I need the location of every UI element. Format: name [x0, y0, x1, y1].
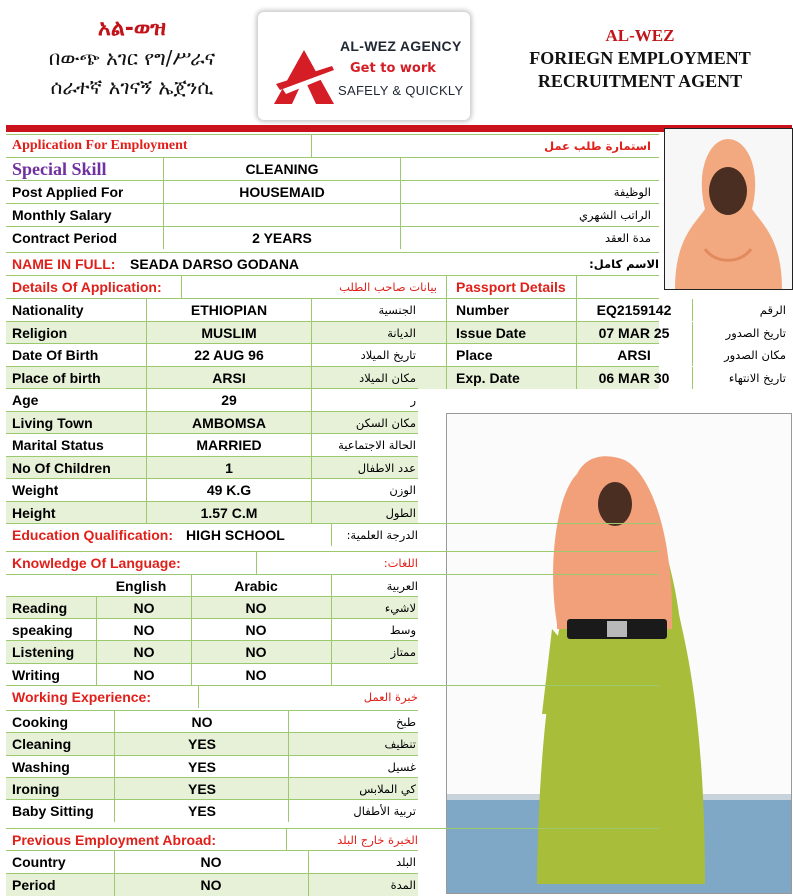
experience-value: YES	[187, 736, 216, 753]
personal-value: MUSLIM	[201, 324, 257, 341]
cell-divider	[146, 502, 147, 524]
full-name-label: NAME IN FULL:	[12, 256, 116, 272]
personal-arabic: الطول	[385, 505, 416, 520]
salary-arabic: الراتب الشهري	[579, 208, 651, 222]
arabic-level: NO	[245, 666, 267, 683]
passport-arabic: تاريخ الانتهاء	[728, 370, 786, 385]
personal-label: No Of Children	[12, 459, 111, 476]
form-title-row	[6, 134, 659, 157]
cell-divider	[311, 457, 312, 479]
post-row	[6, 180, 659, 203]
personal-value: 1.57 C.M	[200, 504, 258, 521]
experience-row	[6, 710, 418, 733]
passport-label: Place	[456, 347, 493, 363]
logo-tagline-2: SAFELY & QUICKLY	[338, 83, 464, 98]
cell-divider	[331, 619, 332, 641]
personal-value: ETHIOPIAN	[190, 302, 268, 318]
contract-arabic: مدة العقد	[605, 231, 651, 245]
personal-value: AMBOMSA	[192, 414, 266, 431]
personal-row	[6, 298, 786, 321]
passport-value: 06 MAR 30	[598, 369, 670, 386]
english-line-2: FORIEGN EMPLOYMENT	[529, 48, 751, 68]
language-row	[6, 640, 418, 663]
cell-divider	[114, 778, 115, 800]
english-level: NO	[133, 622, 155, 639]
cell-divider	[576, 344, 577, 366]
personal-row	[6, 433, 418, 456]
cell-divider	[288, 756, 289, 778]
language-skill-label: Writing	[12, 666, 60, 683]
passport-details-label: Passport Details	[456, 279, 566, 295]
cell-divider	[576, 299, 577, 321]
contract-row	[6, 226, 659, 249]
salary-label: Monthly Salary	[12, 207, 112, 223]
logo-agency-name: AL-WEZ AGENCY	[340, 38, 462, 54]
passport-label: Exp. Date	[456, 369, 520, 386]
personal-label: Height	[12, 504, 56, 521]
experience-header-row	[6, 685, 659, 708]
personal-arabic: الحالة الاجتماعية	[338, 438, 416, 452]
cell-divider	[311, 299, 312, 321]
cell-divider	[308, 851, 309, 873]
arabic-column-arabic: العربية	[386, 579, 418, 593]
previous-label: Country	[12, 854, 66, 870]
previous-label: Period	[12, 876, 56, 893]
education-value: HIGH SCHOOL	[186, 527, 285, 543]
language-header-row	[6, 551, 659, 574]
language-row	[6, 663, 418, 686]
experience-label: Baby Sitting	[12, 803, 94, 820]
education-row	[6, 523, 659, 546]
experience-row	[6, 799, 418, 822]
airplane-logo-icon	[272, 48, 336, 106]
cell-divider	[311, 502, 312, 524]
cell-divider	[576, 367, 577, 389]
experience-value: YES	[187, 758, 216, 775]
experience-arabic: خبرة العمل	[363, 690, 418, 704]
cell-divider	[146, 322, 147, 344]
cell-divider	[288, 800, 289, 822]
logo-tagline-1: Get to work	[350, 61, 436, 76]
personal-label: Nationality	[12, 302, 84, 318]
post-arabic: الوظيفة	[613, 185, 651, 199]
personal-value: ARSI	[212, 369, 246, 386]
special-skill-label: Special Skill	[12, 159, 107, 179]
passport-photo	[664, 128, 793, 290]
personal-label: Date Of Birth	[12, 347, 99, 363]
english-level: NO	[133, 666, 155, 683]
language-skill-arabic: ممتاز	[390, 645, 416, 660]
contract-value: 2 YEARS	[252, 230, 312, 246]
salary-value	[166, 204, 398, 226]
amharic-agency-name	[12, 16, 252, 102]
arabic-level: NO	[245, 644, 267, 661]
personal-arabic: الجنسية	[378, 303, 416, 317]
education-label: Education Qualification:	[12, 527, 174, 543]
cell-divider	[114, 800, 115, 822]
full-name-value: SEADA DARSO GODANA	[130, 256, 300, 272]
cell-divider	[446, 299, 447, 321]
personal-value: 49 K.G	[206, 482, 252, 498]
personal-row	[6, 501, 418, 524]
cell-divider	[311, 322, 312, 344]
post-label: Post Applied For	[12, 184, 124, 200]
experience-arabic: طبخ	[395, 715, 416, 729]
full-name-row	[6, 252, 659, 275]
cell-divider	[692, 299, 693, 321]
amharic-title: አል-ወዝ	[97, 16, 167, 41]
form-title-arabic: استمارة طلب عمل	[544, 139, 651, 153]
cell-divider	[446, 367, 447, 389]
special-skill-value: CLEANING	[245, 161, 319, 177]
details-header-row	[6, 275, 659, 298]
experience-arabic: تربية الأطفال	[353, 804, 416, 819]
cell-divider	[191, 664, 192, 686]
cell-divider	[191, 597, 192, 619]
personal-value: 22 AUG 96	[194, 347, 264, 363]
cell-divider	[331, 597, 332, 619]
cell-divider	[146, 412, 147, 434]
cell-divider	[446, 344, 447, 366]
experience-label: Ironing	[12, 780, 60, 797]
experience-label: Cleaning	[12, 736, 72, 753]
arabic-level: NO	[245, 622, 267, 639]
personal-label: Living Town	[12, 414, 93, 431]
passport-label: Issue Date	[456, 324, 527, 341]
portrait-image-icon	[665, 129, 792, 289]
cell-divider	[331, 641, 332, 663]
cell-divider	[692, 367, 693, 389]
agency-logo	[258, 12, 470, 120]
personal-arabic: عدد الاطفال	[357, 460, 416, 475]
previous-label: Previous Employment Abroad:	[12, 832, 217, 848]
experience-arabic: غسيل	[387, 759, 416, 774]
passport-label: Number	[456, 302, 509, 318]
experience-row	[6, 732, 418, 755]
personal-value: 1	[225, 459, 233, 476]
previous-value: NO	[200, 854, 222, 870]
personal-label: Marital Status	[12, 437, 104, 453]
personal-row	[6, 321, 786, 344]
arabic-level: NO	[245, 600, 267, 616]
details-label: Details Of Application:	[12, 279, 162, 295]
personal-row	[6, 456, 418, 479]
experience-value: YES	[187, 780, 216, 797]
details-arabic: بيانات صاحب الطلب	[339, 280, 437, 294]
cell-divider	[96, 664, 97, 686]
experience-value: NO	[191, 714, 213, 730]
cell-divider	[114, 756, 115, 778]
english-level: NO	[133, 600, 155, 616]
cell-divider	[311, 434, 312, 456]
english-line-3: RECRUITMENT AGENT	[537, 71, 743, 91]
passport-arabic: تاريخ الصدور	[725, 325, 786, 340]
language-label: Knowledge Of Language:	[12, 555, 181, 571]
previous-row	[6, 850, 418, 873]
application-form	[6, 134, 786, 893]
personal-arabic: مكان السكن	[355, 415, 416, 430]
previous-arabic: الخبرة خارج البلد	[337, 833, 418, 847]
cell-divider	[146, 479, 147, 501]
language-row	[6, 618, 418, 641]
experience-label: Cooking	[12, 714, 68, 730]
previous-arabic: المدة	[390, 877, 416, 892]
cell-divider	[96, 597, 97, 619]
amharic-line-3: ሰራተኛ አገናኝ ኤጀንሲ	[50, 75, 214, 99]
cell-divider	[576, 322, 577, 344]
cell-divider	[146, 389, 147, 411]
cell-divider	[191, 641, 192, 663]
cell-divider	[96, 641, 97, 663]
experience-value: YES	[187, 803, 216, 820]
language-skill-label: speaking	[12, 622, 73, 639]
language-columns-row	[6, 574, 659, 597]
cell-divider	[311, 412, 312, 434]
experience-row	[6, 777, 418, 800]
personal-row	[6, 366, 786, 389]
personal-arabic: تاريخ الميلاد	[360, 348, 416, 362]
cell-divider	[288, 711, 289, 733]
cell-divider	[311, 344, 312, 366]
personal-arabic: الديانة	[387, 325, 416, 340]
cell-divider	[191, 619, 192, 641]
cell-divider	[146, 299, 147, 321]
personal-label: Religion	[12, 324, 68, 341]
full-name-arabic: الاسم كامل:	[589, 257, 659, 271]
post-value: HOUSEMAID	[239, 184, 325, 200]
language-row	[6, 596, 418, 619]
cell-divider	[114, 733, 115, 755]
cell-divider	[311, 479, 312, 501]
special-skill-row	[6, 157, 659, 180]
personal-arabic: مكان الميلاد	[359, 370, 416, 385]
experience-row	[6, 755, 418, 778]
personal-row	[6, 388, 418, 411]
experience-label: Washing	[12, 758, 70, 775]
previous-arabic: البلد	[395, 855, 416, 869]
cell-divider	[96, 619, 97, 641]
cell-divider	[308, 874, 309, 896]
personal-row	[6, 478, 418, 501]
cell-divider	[288, 778, 289, 800]
language-skill-arabic: لاشيء	[384, 601, 416, 615]
previous-row	[6, 873, 418, 896]
language-skill-arabic: وسط	[389, 623, 416, 638]
personal-row	[6, 343, 786, 366]
cell-divider	[146, 457, 147, 479]
experience-label: Working Experience:	[12, 689, 152, 705]
cell-divider	[311, 389, 312, 411]
personal-value: MARRIED	[196, 437, 262, 453]
previous-header-row	[6, 828, 659, 851]
personal-label: Weight	[12, 482, 59, 498]
amharic-line-2: በውጭ አገር የግ/ሥራና	[48, 46, 216, 70]
arabic-column-header: Arabic	[234, 578, 278, 594]
salary-row	[6, 203, 659, 226]
passport-arabic: مكان الصدور	[724, 348, 786, 362]
english-agency-name	[510, 26, 770, 92]
cell-divider	[146, 434, 147, 456]
personal-arabic: ر	[410, 393, 416, 407]
personal-value: 29	[221, 392, 237, 408]
experience-arabic: كي الملابس	[359, 781, 416, 796]
passport-arabic: الرقم	[759, 303, 786, 317]
cell-divider	[331, 664, 332, 686]
cell-divider	[288, 733, 289, 755]
previous-value: NO	[200, 876, 222, 893]
personal-arabic: الوزن	[389, 483, 416, 497]
cell-divider	[692, 344, 693, 366]
passport-value: ARSI	[617, 347, 651, 363]
contract-label: Contract Period	[12, 230, 118, 246]
english-title: AL-WEZ	[605, 26, 675, 45]
passport-value: EQ2159142	[596, 302, 672, 318]
cell-divider	[114, 851, 115, 873]
personal-label: Age	[12, 392, 39, 408]
education-arabic: الدرجة العلمية:	[346, 528, 418, 542]
cell-divider	[146, 344, 147, 366]
passport-value: 07 MAR 25	[598, 324, 670, 341]
language-arabic: اللغات:	[383, 556, 418, 570]
personal-row	[6, 411, 418, 434]
cell-divider	[311, 367, 312, 389]
experience-arabic: تنظيف	[384, 737, 416, 752]
language-skill-label: Listening	[12, 644, 75, 661]
language-skill-arabic	[336, 664, 416, 686]
cell-divider	[114, 874, 115, 896]
cell-divider	[446, 322, 447, 344]
personal-label: Place of birth	[12, 369, 101, 386]
cell-divider	[114, 711, 115, 733]
form-title: Application For Employment	[12, 138, 188, 153]
english-column-header: English	[115, 578, 167, 594]
language-skill-label: Reading	[12, 600, 68, 616]
english-level: NO	[133, 644, 155, 661]
cell-divider	[146, 367, 147, 389]
cell-divider	[692, 322, 693, 344]
